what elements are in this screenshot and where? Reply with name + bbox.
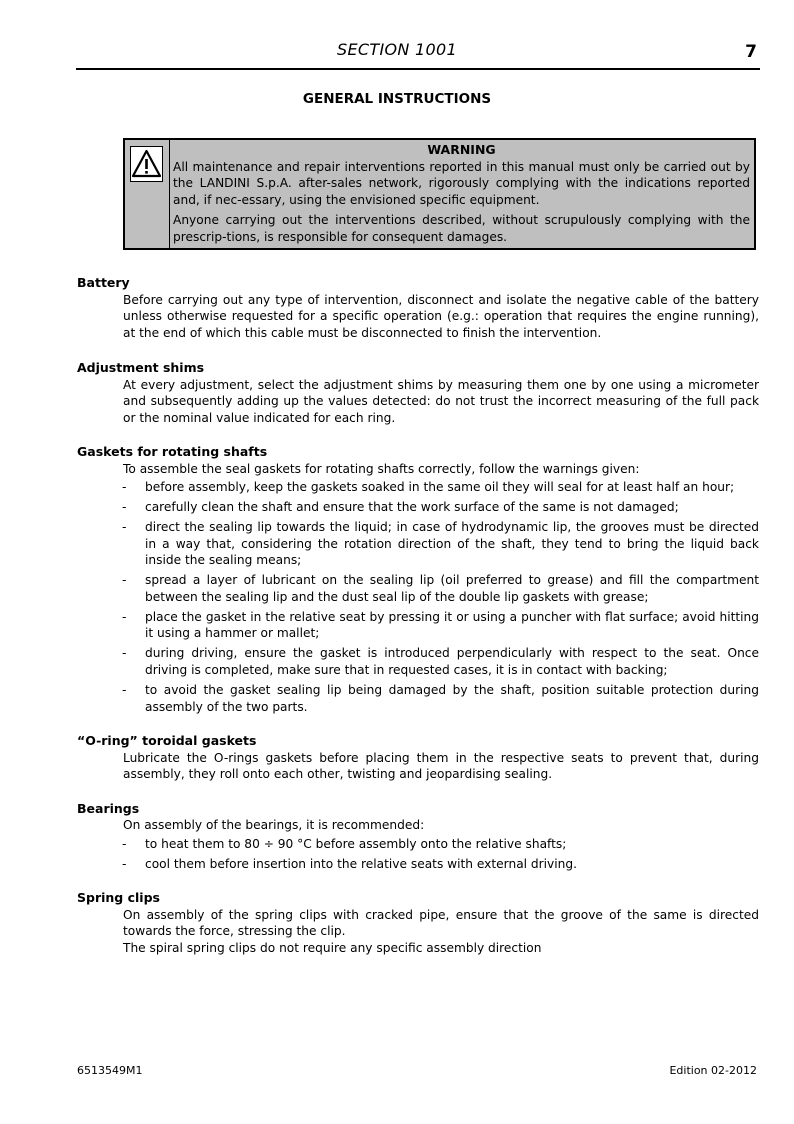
section-o-rings	[77, 733, 759, 783]
warning-heading: WARNING	[427, 142, 496, 157]
main-content	[77, 275, 759, 974]
section-text: The spiral spring clips do not require any specific assembly direction	[123, 940, 542, 955]
section-title: SECTION 1001	[337, 40, 457, 59]
list-item: - to heat them to 80 ÷ 90 °C before assembly onto the relative shafts;	[122, 836, 567, 851]
warning-paragraph: All maintenance and repair interventions reported in this manual must only be carried out by the LANDINI S.p.A. after-sales network, rigorously complying with the indications reported and, if nec-essary, using the envisioned specific equipment.	[173, 159, 750, 207]
list-item: - direct the sealing lip towards the liquid; in case of hydrodynamic lip, the grooves must be directed in a way that, considering the rotation direction of the shaft, they tend to bring the liquid back inside the sealing means;	[122, 520, 759, 568]
section-heading: Spring clips	[77, 890, 160, 906]
edition-label: Edition 02-2012	[669, 1064, 757, 1077]
warning-content	[173, 142, 750, 245]
warning-icon-cell	[125, 140, 170, 248]
list-dash: -	[122, 480, 127, 494]
section-text: Before carrying out any type of intervention, disconnect and isolate the negative cable of the battery unless otherwise requested for a specific operation (e.g.: operation that requires the engine running), at the end of which this cable must be disconnected to finish the intervention.	[123, 292, 759, 340]
list-dash: -	[122, 500, 127, 515]
warning-paragraph: Anyone carrying out the interventions described, without scrupulously complying with the prescrip-tions, is responsible for consequent damages.	[173, 213, 750, 244]
section-heading: Adjustment shims	[77, 360, 205, 375]
section-adjustment-shims	[77, 360, 759, 426]
page-title: GENERAL INSTRUCTIONS	[302, 91, 492, 107]
list-item: - during driving, ensure the gasket is introduced perpendicularly with respect to the seat. Once driving is completed, make sure that in requested cases, it is in contact with backing;	[122, 646, 759, 677]
list-dash: -	[122, 573, 127, 588]
section-heading: Battery	[77, 275, 130, 290]
section-gaskets	[77, 444, 759, 715]
bearing-list	[77, 836, 759, 873]
header-rule	[76, 68, 760, 70]
list-dash: -	[122, 856, 127, 871]
list-dash: -	[122, 836, 127, 851]
list-dash: -	[122, 683, 127, 698]
section-intro: To assemble the seal gaskets for rotating shafts correctly, follow the warnings given:	[123, 461, 640, 476]
page-header	[0, 0, 794, 70]
gasket-list	[77, 479, 759, 715]
list-item: - before assembly, keep the gaskets soaked in the same oil they will seal for at least half an hour;	[122, 480, 735, 494]
section-bearings	[77, 801, 759, 873]
list-item: - place the gasket in the relative seat by pressing it or using a puncher with flat surface; avoid hitting it using a hammer or mallet;	[122, 609, 759, 641]
warning-box	[123, 138, 756, 250]
warning-triangle-icon	[130, 146, 163, 182]
section-intro: On assembly of the bearings, it is recommended:	[123, 818, 425, 833]
list-item: - to avoid the gasket sealing lip being damaged by the shaft, position suitable protection during assembly of the two parts.	[122, 683, 759, 714]
list-item: - spread a layer of lubricant on the sealing lip (oil preferred to grease) and fill the compartment between the sealing lip and the dust seal lip of the double lip gaskets with grease;	[122, 573, 759, 604]
section-heading: “O-ring” toroidal gaskets	[77, 733, 257, 749]
list-item: - cool them before insertion into the relative seats with external driving.	[122, 856, 577, 871]
list-dash: -	[122, 520, 127, 535]
document-code: 6513549M1	[77, 1064, 143, 1077]
section-text: Lubricate the O-rings gaskets before placing them in the respective seats to prevent that, during assembly, they roll onto each other, twisting and jeopardising sealing.	[123, 750, 759, 782]
section-heading: Gaskets for rotating shafts	[77, 444, 268, 459]
list-item: - carefully clean the shaft and ensure that the work surface of the same is not damaged;	[122, 500, 679, 515]
list-dash: -	[122, 609, 127, 624]
section-battery	[77, 275, 759, 341]
section-spring-clips	[77, 890, 759, 956]
section-heading: Bearings	[77, 800, 140, 816]
section-text: At every adjustment, select the adjustment shims by measuring them one by one using a micrometer and subsequently adding up the values detected: do not trust the incorrect measuring of the full pack or the nominal value indicated for each ring.	[123, 377, 759, 425]
section-text: On assembly of the spring clips with cracked pipe, ensure that the groove of the same is directed towards the force, stressing the clip.	[123, 907, 759, 939]
list-dash: -	[122, 646, 127, 661]
page-number: 7	[745, 42, 757, 62]
